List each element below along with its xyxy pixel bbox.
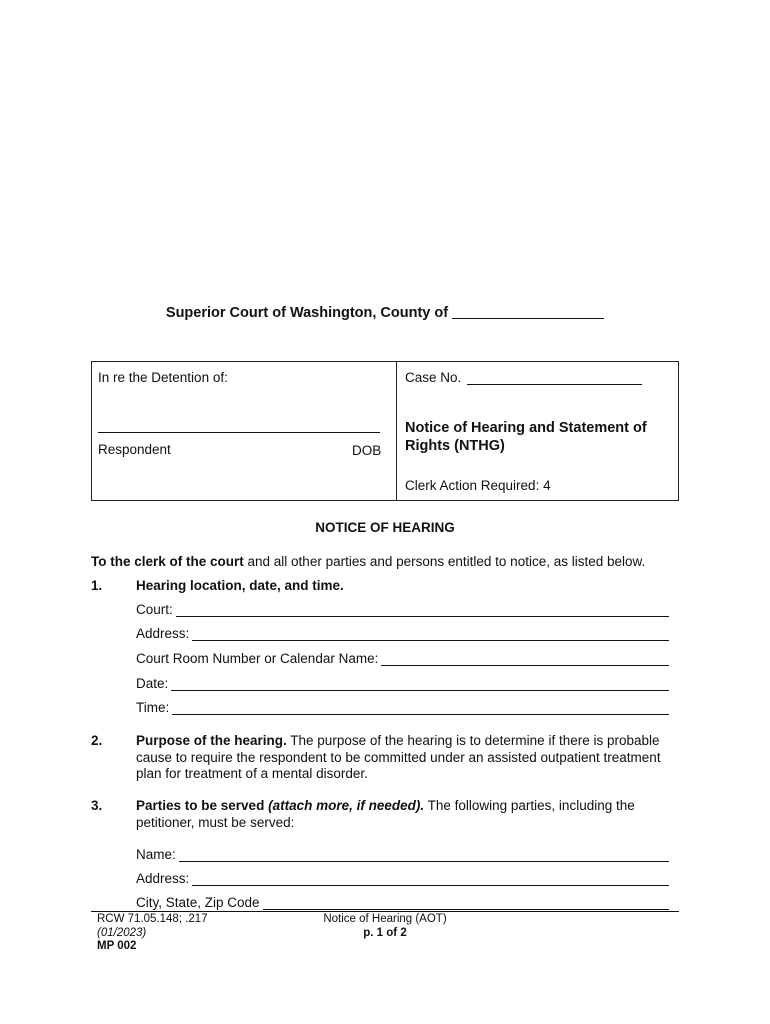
courtroom-field-line[interactable] (381, 653, 669, 666)
courtroom-field-label: Court Room Number or Calendar Name: (136, 651, 379, 666)
time-field-line[interactable] (172, 702, 669, 715)
respondent-name-line[interactable] (98, 432, 380, 433)
to-clerk-rest: and all other parties and persons entitled to notice, as listed below. (243, 554, 646, 569)
footer-form-number: MP 002 (97, 940, 137, 952)
clerk-action: Clerk Action Required: 4 (405, 478, 551, 493)
dob-label: DOB (352, 443, 382, 458)
party-city-field[interactable] (136, 895, 669, 910)
court-field-label: Court: (136, 602, 173, 617)
party-city-label: City, State, Zip Code (136, 895, 260, 910)
section-3-heading-italic: (attach more, if needed). (268, 798, 425, 813)
time-field[interactable] (136, 700, 669, 715)
footer-form-name: Notice of Hearing (AOT) (323, 913, 447, 925)
footer-page: p. 1 of 2 (363, 926, 407, 939)
section-1-heading: Hearing location, date, and time. (136, 578, 344, 593)
court-title-text: Superior Court of Washington, County of (165, 305, 449, 321)
section-3-heading: Parties to be served (136, 798, 265, 813)
court-field-line[interactable] (176, 604, 669, 617)
footer-rcw: RCW 71.05.148; .217 (97, 913, 208, 925)
county-blank[interactable] (452, 304, 604, 319)
respondent-label: Respondent (98, 442, 171, 457)
date-field-label: Date: (136, 676, 169, 691)
party-address-field[interactable] (136, 871, 669, 886)
address-field-label: Address: (136, 626, 190, 641)
address-field-line[interactable] (192, 628, 669, 641)
section-2-number: 2. (91, 733, 103, 748)
party-address-line[interactable] (192, 873, 669, 886)
party-address-label: Address: (136, 871, 190, 886)
party-name-line[interactable] (179, 849, 669, 862)
in-re-label: In re the Detention of: (98, 370, 228, 385)
party-city-line[interactable] (263, 897, 669, 910)
document-title: Notice of Hearing and Statement of Rights (NTHG) (405, 420, 647, 454)
court-field[interactable] (136, 602, 669, 617)
to-clerk-bold: To the clerk of the court (91, 554, 244, 569)
case-no-line[interactable] (467, 384, 642, 385)
footer-left (97, 913, 208, 954)
footer-center (310, 913, 460, 940)
case-no-label: Case No. (405, 370, 462, 385)
party-name-label: Name: (136, 847, 176, 862)
caption-divider (396, 361, 397, 501)
date-field-line[interactable] (171, 678, 669, 691)
section-1-number: 1. (91, 578, 103, 593)
section-3-number: 3. (91, 798, 103, 813)
address-field[interactable] (136, 626, 669, 641)
notice-title: NOTICE OF HEARING (315, 520, 455, 535)
party-name-field[interactable] (136, 847, 669, 862)
section-2-text: The purpose of the hearing is to determine if there is probable cause to require the respondent to be committed under an assisted outpatient treatment plan for treatment of a mental disorder. (136, 733, 661, 781)
to-clerk-line (91, 554, 645, 569)
section-3-text: The following parties, including the petitioner, must be served: (136, 798, 635, 830)
section-3-paragraph (136, 798, 676, 831)
footer-rule (91, 911, 679, 912)
court-title (0, 304, 770, 321)
section-2-heading: Purpose of the hearing. (136, 733, 287, 748)
courtroom-field[interactable] (136, 651, 669, 666)
footer-date: (01/2023) (97, 926, 147, 939)
section-2-paragraph (136, 733, 676, 783)
date-field[interactable] (136, 676, 669, 691)
time-field-label: Time: (136, 700, 170, 715)
